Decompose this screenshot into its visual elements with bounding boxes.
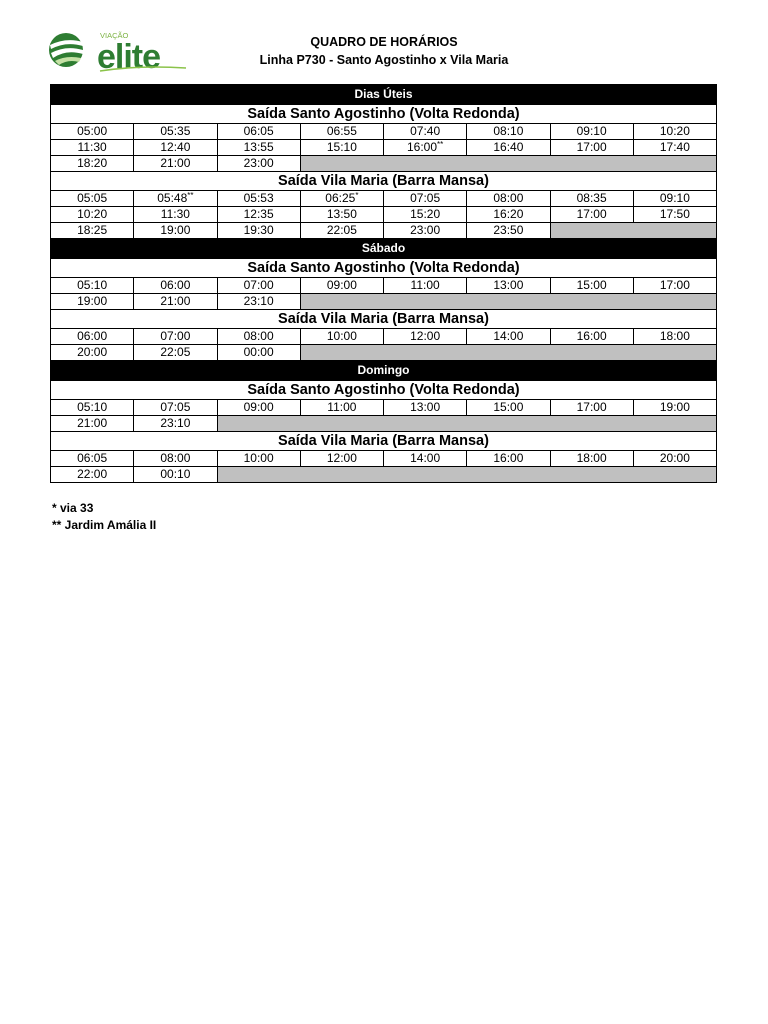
departure-time-cell: 08:00 bbox=[467, 191, 550, 207]
departure-time-cell: 21:00 bbox=[51, 416, 134, 432]
time-row bbox=[51, 124, 717, 140]
day-header-row bbox=[51, 361, 717, 381]
day-header: Dias Úteis bbox=[51, 85, 717, 105]
departure-time-cell: 08:10 bbox=[467, 124, 550, 140]
departure-time-cell: 06:25* bbox=[300, 191, 383, 207]
departure-time-cell: 17:40 bbox=[633, 140, 716, 156]
schedule-body bbox=[51, 85, 717, 483]
header bbox=[200, 33, 568, 69]
departure-time-cell: 11:30 bbox=[134, 207, 217, 223]
direction-row bbox=[51, 105, 717, 124]
day-header-row bbox=[51, 239, 717, 259]
departure-time-cell: 12:00 bbox=[384, 329, 467, 345]
departure-time-cell: 08:00 bbox=[217, 329, 300, 345]
departure-time-cell: 06:00 bbox=[134, 278, 217, 294]
time-row bbox=[51, 156, 717, 172]
departure-time-cell: 17:00 bbox=[633, 278, 716, 294]
logo-prefix-text: VIAÇÃO bbox=[100, 31, 129, 40]
time-row bbox=[51, 416, 717, 432]
direction-row bbox=[51, 432, 717, 451]
direction-row bbox=[51, 259, 717, 278]
time-row bbox=[51, 451, 717, 467]
departure-time-cell: 11:30 bbox=[51, 140, 134, 156]
departure-time-cell: 07:00 bbox=[134, 329, 217, 345]
departure-time-cell: 07:05 bbox=[134, 400, 217, 416]
departure-time-cell: 05:05 bbox=[51, 191, 134, 207]
departure-time-cell: 18:00 bbox=[550, 451, 633, 467]
time-row bbox=[51, 345, 717, 361]
time-row bbox=[51, 207, 717, 223]
departure-time-cell: 07:40 bbox=[384, 124, 467, 140]
page-title: QUADRO DE HORÁRIOS bbox=[310, 35, 458, 49]
departure-time-cell: 11:00 bbox=[384, 278, 467, 294]
departure-time-cell: 23:00 bbox=[384, 223, 467, 239]
departure-time-cell: 18:20 bbox=[51, 156, 134, 172]
departure-time-cell: 07:05 bbox=[384, 191, 467, 207]
empty-filler-cell bbox=[300, 294, 716, 310]
schedule-table bbox=[50, 84, 717, 483]
direction-label: Saída Santo Agostinho (Volta Redonda) bbox=[51, 259, 717, 278]
viacao-elite-logo bbox=[48, 28, 190, 72]
direction-label: Saída Santo Agostinho (Volta Redonda) bbox=[51, 105, 717, 124]
departure-time-cell: 14:00 bbox=[467, 329, 550, 345]
departure-time-cell: 06:05 bbox=[217, 124, 300, 140]
direction-row bbox=[51, 381, 717, 400]
departure-time-cell: 23:50 bbox=[467, 223, 550, 239]
departure-time-cell: 09:00 bbox=[300, 278, 383, 294]
departure-time-cell: 14:00 bbox=[384, 451, 467, 467]
empty-filler-cell bbox=[217, 416, 717, 432]
logo-name-text: elite bbox=[97, 38, 161, 72]
day-header: Domingo bbox=[51, 361, 717, 381]
time-row bbox=[51, 467, 717, 483]
empty-filler-cell bbox=[300, 345, 716, 361]
departure-time-cell: 19:00 bbox=[633, 400, 716, 416]
departure-time-cell: 09:10 bbox=[550, 124, 633, 140]
departure-time-cell: 17:00 bbox=[550, 140, 633, 156]
departure-time-cell: 16:00 bbox=[467, 451, 550, 467]
departure-time-cell: 16:40 bbox=[467, 140, 550, 156]
departure-time-cell: 23:10 bbox=[217, 294, 300, 310]
day-header: Sábado bbox=[51, 239, 717, 259]
departure-time-cell: 05:48** bbox=[134, 191, 217, 207]
departure-time-cell: 15:00 bbox=[467, 400, 550, 416]
departure-time-cell: 10:00 bbox=[300, 329, 383, 345]
time-row bbox=[51, 278, 717, 294]
departure-time-cell: 10:20 bbox=[51, 207, 134, 223]
departure-time-cell: 17:00 bbox=[550, 400, 633, 416]
time-row bbox=[51, 140, 717, 156]
departure-time-cell: 08:35 bbox=[550, 191, 633, 207]
day-header-row bbox=[51, 85, 717, 105]
departure-time-cell: 23:00 bbox=[217, 156, 300, 172]
departure-time-cell: 13:00 bbox=[467, 278, 550, 294]
departure-time-cell: 12:35 bbox=[217, 207, 300, 223]
departure-time-cell: 05:00 bbox=[51, 124, 134, 140]
departure-time-cell: 05:53 bbox=[217, 191, 300, 207]
departure-time-cell: 19:00 bbox=[51, 294, 134, 310]
departure-time-cell: 00:00 bbox=[217, 345, 300, 361]
direction-row bbox=[51, 172, 717, 191]
departure-time-cell: 13:55 bbox=[217, 140, 300, 156]
departure-time-cell: 19:30 bbox=[217, 223, 300, 239]
departure-time-cell: 09:00 bbox=[217, 400, 300, 416]
footnote-via-33: * via 33 bbox=[52, 501, 94, 515]
departure-time-cell: 22:05 bbox=[134, 345, 217, 361]
empty-filler-cell bbox=[217, 467, 717, 483]
departure-time-cell: 16:00** bbox=[384, 140, 467, 156]
departure-time-cell: 17:50 bbox=[633, 207, 716, 223]
departure-time-cell: 21:00 bbox=[134, 294, 217, 310]
departure-time-cell: 10:20 bbox=[633, 124, 716, 140]
time-row bbox=[51, 191, 717, 207]
departure-time-cell: 13:50 bbox=[300, 207, 383, 223]
departure-time-cell: 06:55 bbox=[300, 124, 383, 140]
departure-time-cell: 05:10 bbox=[51, 400, 134, 416]
departure-time-cell: 18:25 bbox=[51, 223, 134, 239]
direction-row bbox=[51, 310, 717, 329]
departure-time-cell: 21:00 bbox=[134, 156, 217, 172]
departure-time-cell: 19:00 bbox=[134, 223, 217, 239]
departure-time-cell: 12:00 bbox=[300, 451, 383, 467]
departure-time-cell: 06:05 bbox=[51, 451, 134, 467]
departure-time-cell: 11:00 bbox=[300, 400, 383, 416]
departure-time-cell: 06:00 bbox=[51, 329, 134, 345]
departure-time-cell: 16:20 bbox=[467, 207, 550, 223]
departure-time-cell: 22:00 bbox=[51, 467, 134, 483]
departure-time-cell: 05:10 bbox=[51, 278, 134, 294]
departure-time-cell: 20:00 bbox=[51, 345, 134, 361]
departure-time-cell: 15:20 bbox=[384, 207, 467, 223]
line-subtitle: Linha P730 - Santo Agostinho x Vila Maria bbox=[259, 53, 509, 67]
time-row bbox=[51, 329, 717, 345]
departure-time-cell: 07:00 bbox=[217, 278, 300, 294]
departure-time-cell: 05:35 bbox=[134, 124, 217, 140]
departure-time-cell: 09:10 bbox=[633, 191, 716, 207]
departure-time-cell: 18:00 bbox=[633, 329, 716, 345]
direction-label: Saída Vila Maria (Barra Mansa) bbox=[51, 172, 717, 191]
departure-time-cell: 15:10 bbox=[300, 140, 383, 156]
departure-time-cell: 13:00 bbox=[384, 400, 467, 416]
time-row bbox=[51, 294, 717, 310]
departure-time-cell: 16:00 bbox=[550, 329, 633, 345]
departure-time-cell: 00:10 bbox=[134, 467, 217, 483]
time-row bbox=[51, 223, 717, 239]
direction-label: Saída Santo Agostinho (Volta Redonda) bbox=[51, 381, 717, 400]
empty-filler-cell bbox=[550, 223, 717, 239]
time-row bbox=[51, 400, 717, 416]
departure-time-cell: 20:00 bbox=[633, 451, 716, 467]
departure-time-cell: 10:00 bbox=[217, 451, 300, 467]
logo-emblem-icon bbox=[49, 33, 83, 67]
departure-time-cell: 12:40 bbox=[134, 140, 217, 156]
empty-filler-cell bbox=[300, 156, 716, 172]
direction-label: Saída Vila Maria (Barra Mansa) bbox=[51, 310, 717, 329]
departure-time-cell: 08:00 bbox=[134, 451, 217, 467]
departure-time-cell: 23:10 bbox=[134, 416, 217, 432]
departure-time-cell: 17:00 bbox=[550, 207, 633, 223]
footnote-jardim-amalia: ** Jardim Amália II bbox=[52, 518, 157, 532]
footnotes bbox=[52, 500, 156, 534]
departure-time-cell: 22:05 bbox=[300, 223, 383, 239]
departure-time-cell: 15:00 bbox=[550, 278, 633, 294]
direction-label: Saída Vila Maria (Barra Mansa) bbox=[51, 432, 717, 451]
